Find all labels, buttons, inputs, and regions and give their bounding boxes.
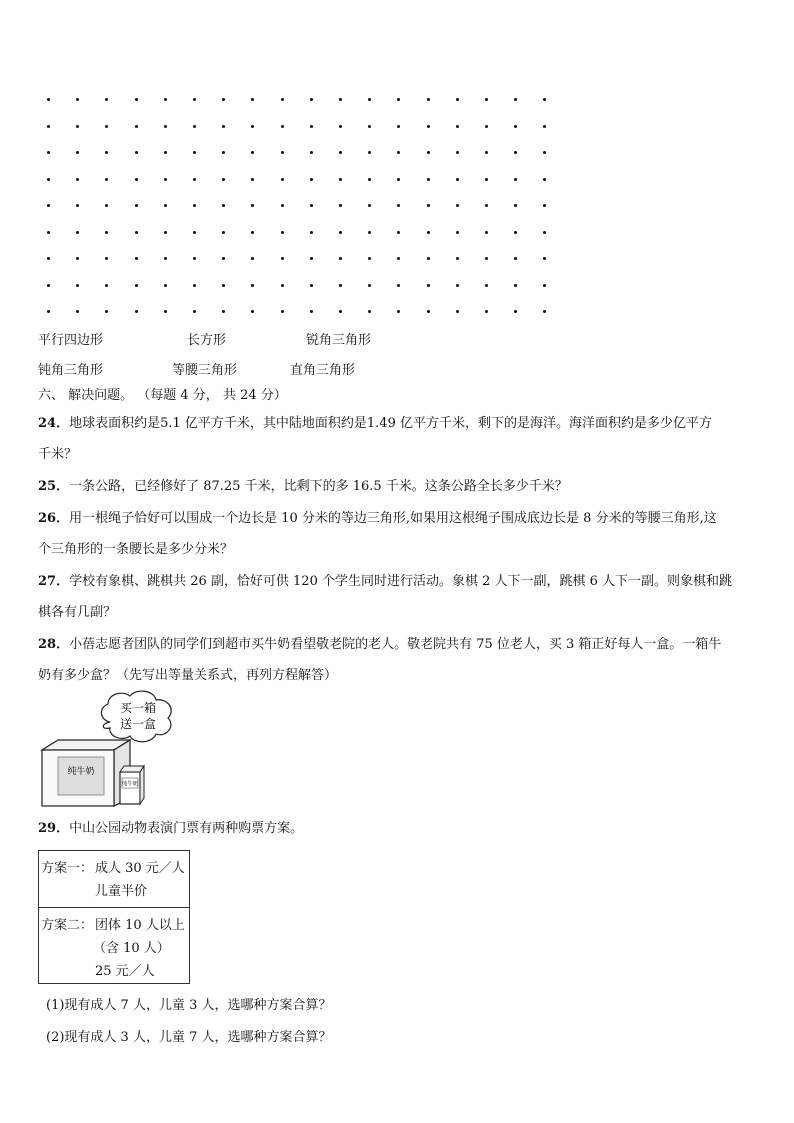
- label-rectangle: 长方形: [187, 333, 227, 348]
- grid-dot: [310, 231, 313, 234]
- grid-dot: [135, 231, 138, 234]
- grid-dot: [456, 310, 459, 313]
- grid-dot: [339, 231, 342, 234]
- grid-dot: [164, 125, 167, 128]
- grid-dot: [339, 125, 342, 128]
- question-24: [38, 408, 763, 470]
- grid-dot: [427, 310, 430, 313]
- question-text-cont: 千米？: [38, 447, 78, 462]
- grid-dot: [76, 125, 79, 128]
- grid-dot: [456, 284, 459, 287]
- grid-dot: [485, 178, 488, 181]
- grid-dot: [251, 98, 254, 101]
- grid-dot: [310, 310, 313, 313]
- question-25: [38, 471, 763, 502]
- bubble-line2: 送一盒: [119, 717, 157, 731]
- grid-dot: [368, 231, 371, 234]
- grid-dot: [251, 257, 254, 260]
- subquestion-2: (2)现有成人 3 人，儿童 7 人，选哪种方案合算？: [46, 1030, 332, 1045]
- grid-dot: [251, 178, 254, 181]
- grid-dot: [543, 231, 546, 234]
- question-28: [38, 629, 763, 691]
- grid-dot: [76, 231, 79, 234]
- grid-dot: [47, 151, 50, 154]
- grid-dot: [543, 310, 546, 313]
- grid-dot: [514, 231, 517, 234]
- question-27: [38, 566, 763, 628]
- grid-dot: [47, 178, 50, 181]
- grid-dot: [514, 257, 517, 260]
- grid-dot: [339, 204, 342, 207]
- grid-dot: [251, 231, 254, 234]
- grid-dot: [543, 178, 546, 181]
- grid-dot: [222, 284, 225, 287]
- grid-dot: [485, 310, 488, 313]
- grid-dot: [368, 98, 371, 101]
- grid-dot: [105, 284, 108, 287]
- grid-dot: [135, 178, 138, 181]
- grid-dot: [368, 151, 371, 154]
- grid-dot: [427, 231, 430, 234]
- grid-dot: [135, 98, 138, 101]
- grid-dot: [251, 310, 254, 313]
- label-right-triangle: 直角三角形: [290, 363, 356, 378]
- grid-dot: [222, 310, 225, 313]
- grid-dot: [427, 125, 430, 128]
- subquestion-1: (1)现有成人 7 人，儿童 3 人，选哪种方案合算？: [46, 998, 332, 1013]
- grid-dot: [456, 257, 459, 260]
- question-number: 25．: [38, 479, 70, 494]
- grid-dot: [427, 204, 430, 207]
- grid-dot: [485, 284, 488, 287]
- grid-dot: [281, 310, 284, 313]
- grid-dot: [76, 178, 79, 181]
- grid-dot: [310, 204, 313, 207]
- grid-dot: [193, 284, 196, 287]
- plan2-label: 方案二：: [41, 918, 94, 933]
- question-number: 26．: [38, 511, 70, 526]
- grid-dot: [193, 151, 196, 154]
- grid-dot: [310, 178, 313, 181]
- question-text-cont: 奶有多少盒？（先写出等量关系式，再列方程解答）: [38, 668, 338, 683]
- grid-dot: [281, 204, 284, 207]
- grid-dot: [339, 284, 342, 287]
- grid-dot: [485, 125, 488, 128]
- question-text: 一条公路，已经修好了 87.25 千米，比剩下的多 16.5 千米。这条公路全长多少千米？: [69, 479, 568, 494]
- grid-dot: [281, 257, 284, 260]
- grid-dot: [339, 151, 342, 154]
- question-number: 24．: [38, 416, 70, 431]
- grid-dot: [135, 257, 138, 260]
- grid-dot: [47, 310, 50, 313]
- grid-dot: [76, 151, 79, 154]
- question-29: [38, 813, 763, 844]
- grid-dot: [397, 98, 400, 101]
- grid-dot: [251, 151, 254, 154]
- plan2-line3: 25 元／人: [95, 964, 155, 979]
- milk-illustration: [38, 690, 198, 810]
- grid-dot: [193, 125, 196, 128]
- grid-dot: [456, 204, 459, 207]
- grid-dot: [339, 257, 342, 260]
- grid-dot: [135, 284, 138, 287]
- grid-dot: [193, 98, 196, 101]
- grid-dot: [222, 125, 225, 128]
- grid-dot: [485, 98, 488, 101]
- grid-dot: [543, 257, 546, 260]
- question-text: 小蓓志愿者团队的同学们到超市买牛奶看望敬老院的老人。敬老院共有 75 位老人，买 3 箱正好每人一盒。一箱牛: [69, 637, 722, 652]
- question-number: 29．: [38, 821, 70, 836]
- grid-dot: [368, 125, 371, 128]
- grid-dot: [543, 125, 546, 128]
- grid-dot: [281, 98, 284, 101]
- grid-dot: [164, 204, 167, 207]
- grid-dot: [76, 310, 79, 313]
- grid-dot: [47, 125, 50, 128]
- grid-dot: [105, 257, 108, 260]
- grid-dot: [427, 284, 430, 287]
- plan-divider: [39, 907, 189, 908]
- grid-dot: [368, 178, 371, 181]
- grid-dot: [397, 257, 400, 260]
- grid-dot: [193, 257, 196, 260]
- grid-dot: [514, 204, 517, 207]
- question-number: 28．: [38, 637, 70, 652]
- grid-dot: [456, 151, 459, 154]
- grid-dot: [339, 178, 342, 181]
- grid-dot: [339, 310, 342, 313]
- label-obtuse-triangle: 钝角三角形: [38, 363, 104, 378]
- grid-dot: [105, 204, 108, 207]
- grid-dot: [543, 204, 546, 207]
- grid-dot: [164, 98, 167, 101]
- grid-dot: [485, 151, 488, 154]
- grid-dot: [164, 178, 167, 181]
- grid-dot: [514, 178, 517, 181]
- grid-dot: [222, 178, 225, 181]
- grid-dot: [47, 257, 50, 260]
- grid-dot: [164, 151, 167, 154]
- grid-dot: [76, 257, 79, 260]
- grid-dot: [281, 151, 284, 154]
- grid-dot: [76, 284, 79, 287]
- grid-dot: [135, 125, 138, 128]
- grid-dot: [251, 125, 254, 128]
- grid-dot: [514, 284, 517, 287]
- grid-dot: [164, 310, 167, 313]
- grid-dot: [251, 284, 254, 287]
- grid-dot: [222, 98, 225, 101]
- grid-dot: [47, 204, 50, 207]
- grid-dot: [281, 284, 284, 287]
- grid-dot: [105, 178, 108, 181]
- grid-dot: [193, 231, 196, 234]
- plan2-line1: 团体 10 人以上: [95, 918, 185, 933]
- grid-dot: [222, 151, 225, 154]
- question-text-cont: 个三角形的一条腰长是多少分米？: [38, 542, 234, 557]
- grid-dot: [105, 151, 108, 154]
- grid-dot: [76, 98, 79, 101]
- grid-dot: [164, 257, 167, 260]
- grid-dot: [543, 98, 546, 101]
- grid-dot: [310, 98, 313, 101]
- grid-dot: [456, 231, 459, 234]
- question-text: 地球表面积约是5.1 亿平方千米，其中陆地面积约是1.49 亿平方千米，剩下的是海洋。海洋面积约是多少亿平方: [69, 416, 712, 431]
- grid-dot: [310, 284, 313, 287]
- milk-carton-picture: [38, 690, 198, 810]
- box-label: 纯牛奶: [67, 766, 95, 776]
- grid-dot: [164, 284, 167, 287]
- grid-dot: [368, 310, 371, 313]
- grid-dot: [427, 178, 430, 181]
- grid-dot: [456, 125, 459, 128]
- grid-dot: [281, 125, 284, 128]
- grid-dot: [105, 98, 108, 101]
- grid-dot: [514, 125, 517, 128]
- question-number: 27．: [38, 574, 70, 589]
- grid-dot: [427, 257, 430, 260]
- grid-dot: [135, 310, 138, 313]
- label-isosceles-triangle: 等腰三角形: [172, 363, 238, 378]
- question-text: 中山公园动物表演门票有两种购票方案。: [69, 821, 304, 836]
- grid-dot: [105, 125, 108, 128]
- grid-dot: [485, 257, 488, 260]
- plan2-line2: （含 10 人）: [93, 941, 170, 956]
- grid-dot: [222, 257, 225, 260]
- grid-dot: [251, 204, 254, 207]
- grid-dot: [193, 178, 196, 181]
- grid-dot: [397, 310, 400, 313]
- ticket-plans-table: [38, 850, 190, 984]
- grid-dot: [397, 178, 400, 181]
- grid-dot: [485, 231, 488, 234]
- grid-dot: [47, 284, 50, 287]
- grid-dot: [193, 310, 196, 313]
- grid-dot: [281, 231, 284, 234]
- plan1-label: 方案一：: [41, 861, 94, 876]
- grid-dot: [427, 151, 430, 154]
- grid-dot: [164, 231, 167, 234]
- label-parallelogram: 平行四边形: [38, 333, 104, 348]
- question-text: 学校有象棋、跳棋共 26 副，恰好可供 120 个学生同时进行活动。象棋 2 人下一副，跳棋 6 人下一副。则象棋和跳: [69, 574, 733, 589]
- grid-dot: [397, 125, 400, 128]
- grid-dot: [456, 178, 459, 181]
- grid-dot: [485, 204, 488, 207]
- plan1-line1: 成人 30 元／人: [95, 861, 185, 876]
- grid-dot: [514, 151, 517, 154]
- grid-dot: [222, 204, 225, 207]
- grid-dot: [222, 231, 225, 234]
- grid-dot: [310, 257, 313, 260]
- grid-dot: [368, 204, 371, 207]
- grid-dot: [339, 98, 342, 101]
- question-26: [38, 503, 763, 565]
- grid-dot: [47, 231, 50, 234]
- plan1-line2: 儿童半价: [95, 884, 148, 899]
- grid-dot: [47, 98, 50, 101]
- question-text: 用一根绳子恰好可以围成一个边长是 10 分米的等边三角形,如果用这根绳子围成底边长是 8 分米的等腰三角形,这: [69, 511, 717, 526]
- bubble-line1: 买一箱: [119, 701, 157, 715]
- grid-dot: [397, 204, 400, 207]
- grid-dot: [310, 125, 313, 128]
- grid-dot: [368, 284, 371, 287]
- grid-dot: [456, 98, 459, 101]
- grid-dot: [135, 204, 138, 207]
- grid-dot: [397, 231, 400, 234]
- section-title: 六、 解决问题。 （每题 4 分， 共 24 分）: [38, 388, 287, 403]
- grid-dot: [368, 257, 371, 260]
- grid-dot: [397, 151, 400, 154]
- grid-dot: [427, 98, 430, 101]
- grid-dot: [514, 98, 517, 101]
- grid-dot: [105, 310, 108, 313]
- grid-dot: [514, 310, 517, 313]
- grid-dot: [543, 151, 546, 154]
- question-text-cont: 棋各有几副？: [38, 605, 117, 620]
- grid-dot: [105, 231, 108, 234]
- dot-grid: [40, 92, 560, 317]
- grid-dot: [397, 284, 400, 287]
- grid-dot: [135, 151, 138, 154]
- label-acute-triangle: 锐角三角形: [306, 333, 372, 348]
- grid-dot: [76, 204, 79, 207]
- carton-label: 纯牛奶: [121, 781, 139, 788]
- grid-dot: [281, 178, 284, 181]
- grid-dot: [193, 204, 196, 207]
- grid-dot: [310, 151, 313, 154]
- grid-dot: [543, 284, 546, 287]
